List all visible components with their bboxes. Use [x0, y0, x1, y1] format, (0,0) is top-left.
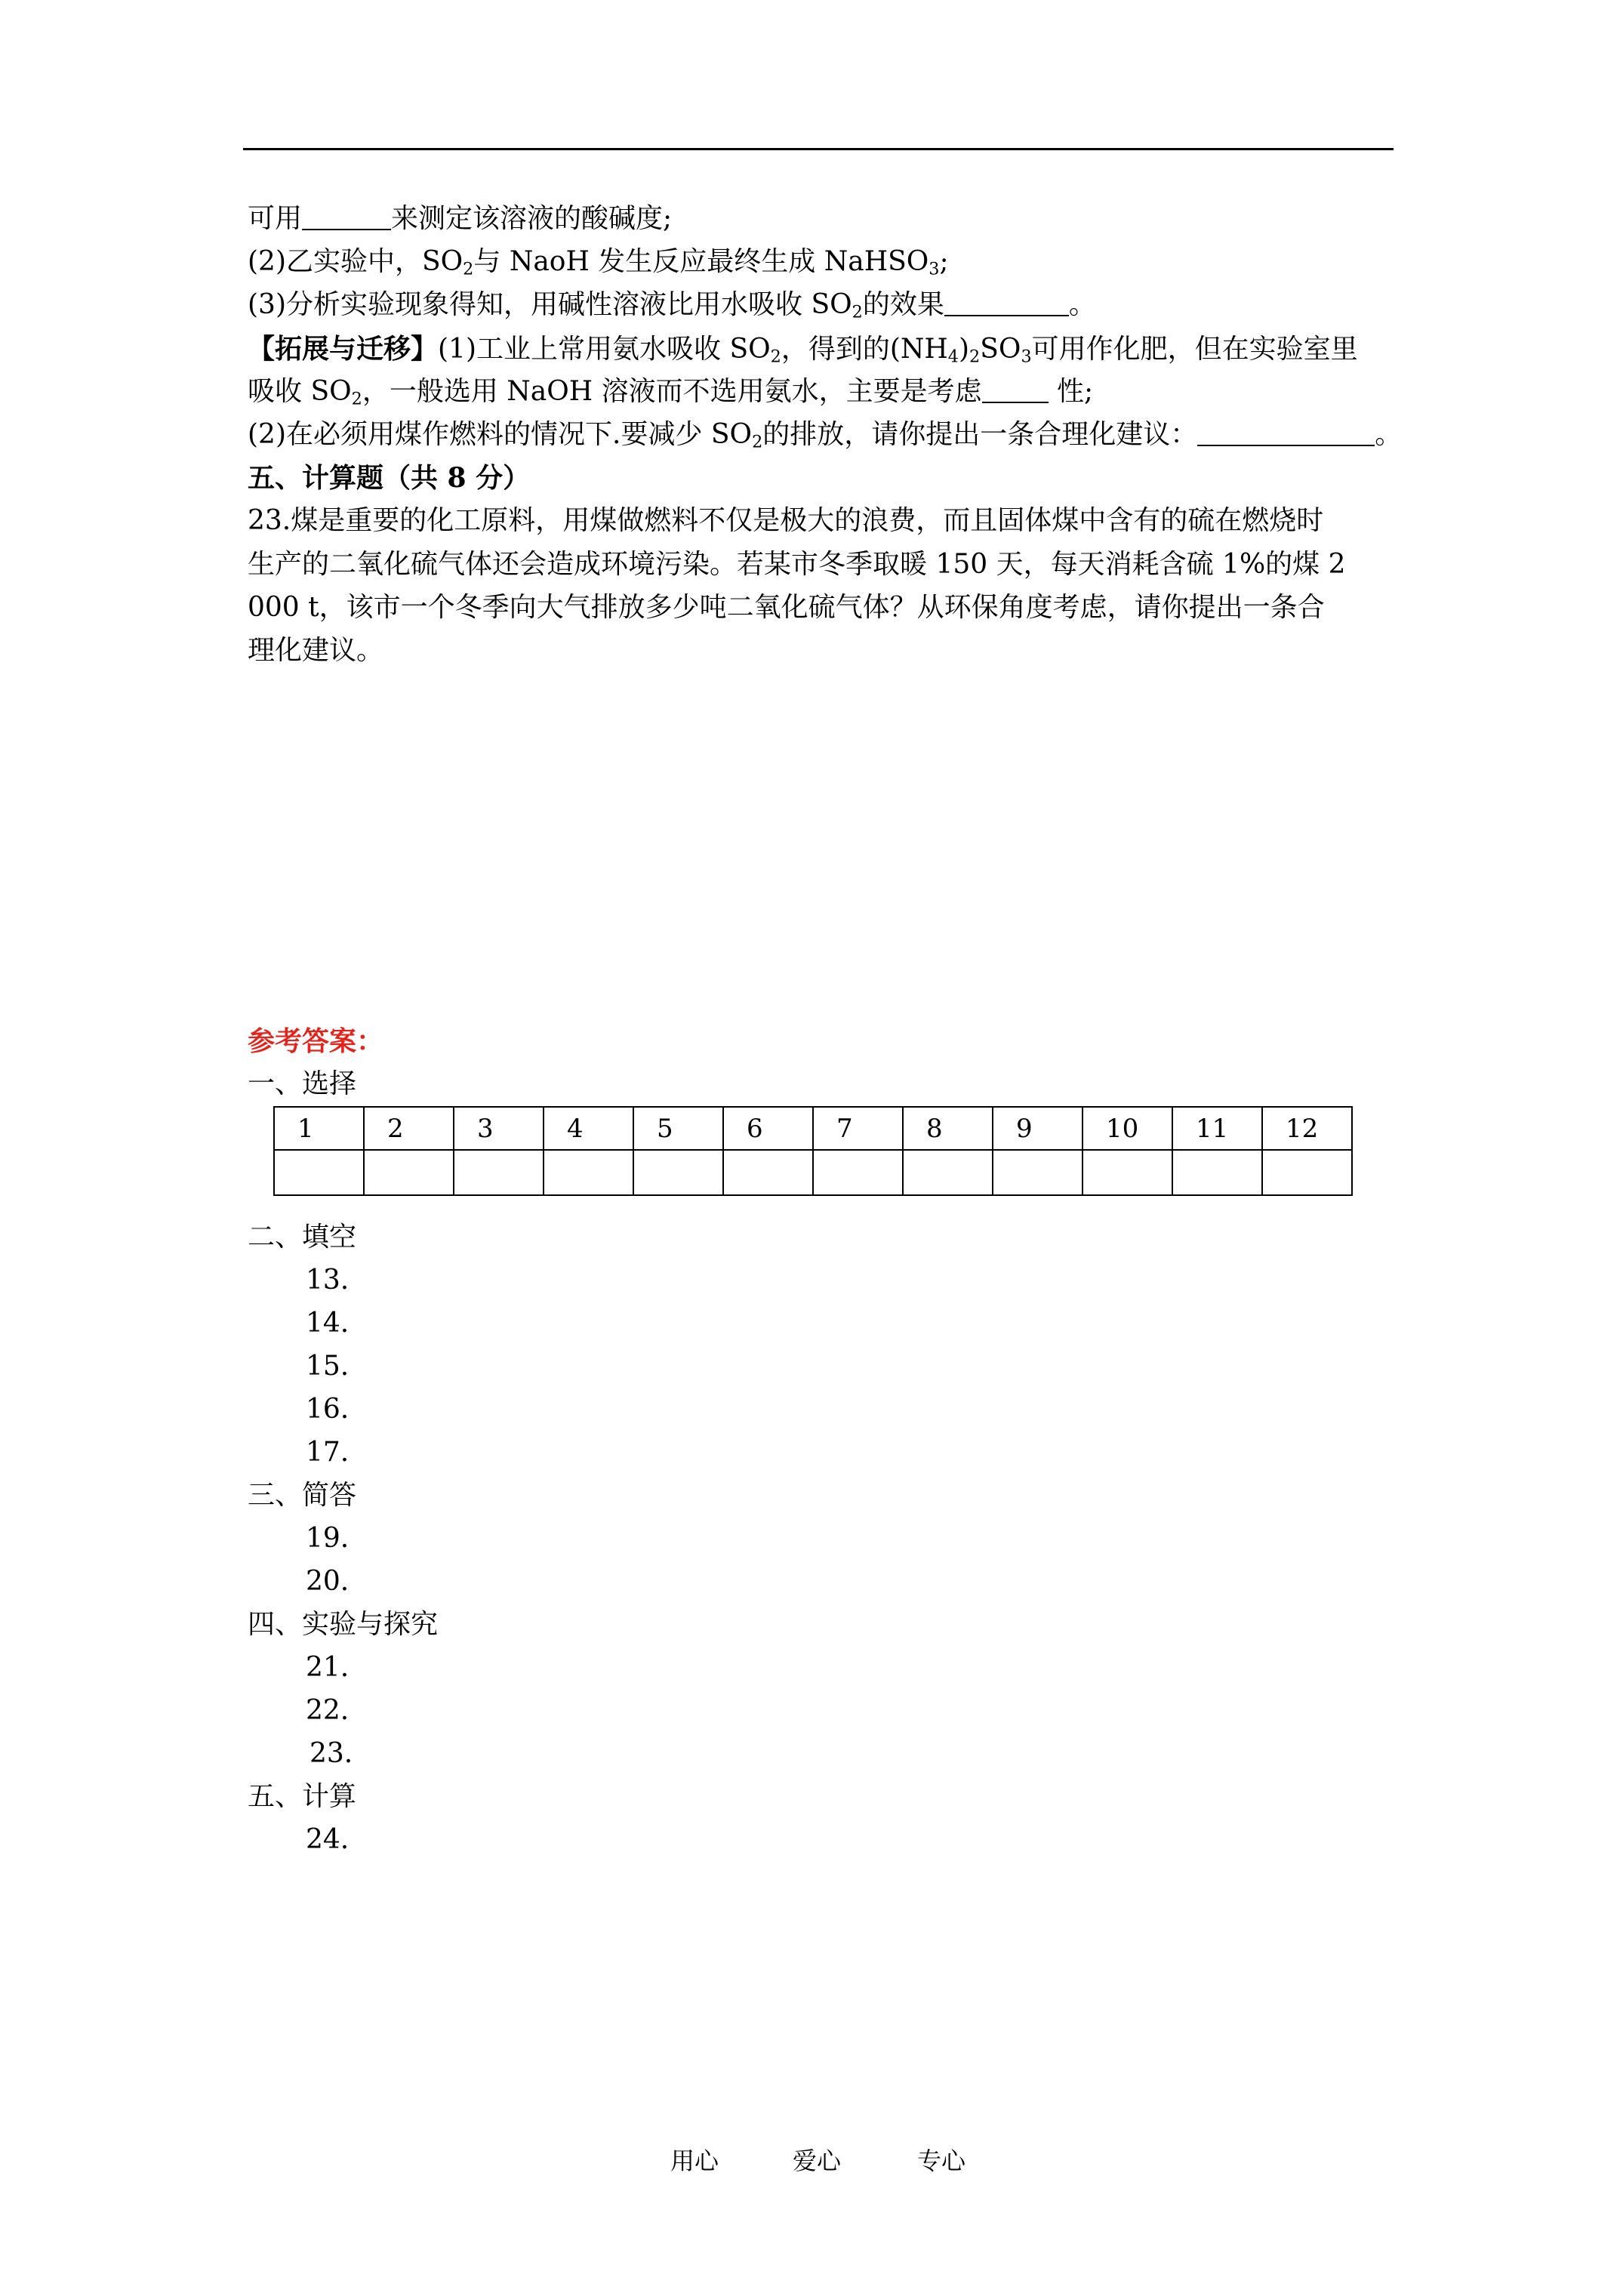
fill-heading: 二、填空	[248, 1222, 357, 1253]
line-6	[248, 416, 1402, 454]
table-cell: 12	[1262, 1107, 1352, 1150]
subscript: 2	[463, 259, 474, 279]
table-cell: 6	[723, 1107, 813, 1150]
question-23-line-3: 000 t，该市一个冬季向大气排放多少吨二氧化硫气体？从环保角度考虑，请你提出一条合	[248, 592, 1325, 623]
subscript: 4	[947, 347, 959, 367]
answer-cell	[903, 1150, 993, 1195]
answer-cell	[1172, 1150, 1262, 1195]
text: 。	[1068, 289, 1096, 320]
choice-heading: 一、选择	[248, 1068, 357, 1099]
section-5-heading: 五、计算题（共 8 分）	[248, 462, 531, 494]
text: 的排放，请你提出一条合理化建议：	[762, 419, 1198, 450]
table-row	[274, 1150, 1352, 1195]
blank	[982, 374, 1049, 403]
line-5	[248, 373, 1093, 411]
text: ，一般选用 NaOH 溶液而不选用氨水，主要是考虑	[362, 376, 982, 407]
text: 性;	[1048, 376, 1094, 407]
table-cell: 5	[633, 1107, 723, 1150]
table-cell: 10	[1083, 1107, 1172, 1150]
text: ，得到的(NH	[781, 334, 948, 365]
table-cell: 1	[274, 1107, 364, 1150]
list-item: 15.	[306, 1351, 350, 1382]
list-item: 20.	[306, 1566, 350, 1597]
subscript: 3	[1021, 347, 1032, 367]
line-3	[248, 286, 1096, 324]
line-1	[248, 200, 672, 238]
text: (2)乙实验中，SO	[248, 246, 463, 277]
subscript: 2	[852, 302, 863, 322]
text: (1)工业上常用氨水吸收 SO	[438, 334, 771, 365]
text: 吸收 SO	[248, 376, 352, 407]
line-4	[248, 330, 1358, 368]
text: 可用作化肥，但在实验室里	[1031, 334, 1358, 365]
list-item: 24.	[306, 1824, 350, 1855]
text: ;	[939, 246, 949, 277]
experiment-heading: 四、实验与探究	[248, 1609, 439, 1640]
question-23-line-2: 生产的二氧化硫气体还会造成环境污染。若某市冬季取暖 150 天，每天消耗含硫 1%的煤 2	[248, 549, 1346, 580]
footer-text-1: 用心	[670, 2147, 719, 2175]
text: )	[959, 334, 970, 365]
answers-title: 参考答案：	[248, 1025, 384, 1057]
table-row	[274, 1107, 1352, 1150]
blank	[944, 288, 1069, 316]
text: (2)在必须用煤作燃料的情况下.要减少 SO	[248, 419, 753, 450]
text: 可用	[248, 203, 303, 234]
table-cell: 8	[903, 1107, 993, 1150]
header-rule	[243, 148, 1394, 150]
answer-cell	[364, 1150, 454, 1195]
answer-cell	[454, 1150, 544, 1195]
answer-cell	[723, 1150, 813, 1195]
text: (3)分析实验现象得知，用碱性溶液比用水吸收 SO	[248, 289, 852, 320]
list-item: 17.	[306, 1437, 350, 1468]
table-cell: 7	[813, 1107, 903, 1150]
answer-cell	[633, 1150, 723, 1195]
subscript: 2	[770, 347, 781, 367]
table-cell: 4	[544, 1107, 633, 1150]
calc-heading: 五、计算	[248, 1781, 357, 1812]
answer-cell	[544, 1150, 633, 1195]
list-item: 13.	[306, 1265, 350, 1296]
subscript: 2	[752, 432, 763, 452]
table-cell: 9	[993, 1107, 1083, 1150]
text: 来测定该溶液的酸碱度;	[391, 203, 673, 234]
footer-text-3: 专心	[917, 2147, 966, 2175]
table-cell: 11	[1172, 1107, 1262, 1150]
answer-cell	[274, 1150, 364, 1195]
answer-cell	[993, 1150, 1083, 1195]
blank	[302, 202, 391, 230]
choice-answer-table	[273, 1106, 1353, 1196]
answer-cell	[1262, 1150, 1352, 1195]
list-item: 21.	[306, 1652, 350, 1683]
list-item: 22.	[306, 1695, 350, 1726]
text: 。	[1375, 419, 1403, 450]
question-23-line-4: 理化建议。	[248, 635, 384, 666]
text: 的效果	[862, 289, 944, 320]
answer-cell	[813, 1150, 903, 1195]
text: 与 NaoH 发生反应最终生成 NaHSO	[473, 246, 929, 277]
footer-text-2: 爱心	[793, 2147, 842, 2175]
text: SO	[980, 334, 1021, 365]
table-cell: 3	[454, 1107, 544, 1150]
subscript: 2	[969, 347, 981, 367]
list-item: 14.	[306, 1308, 350, 1339]
line-2	[248, 243, 949, 281]
blank	[1197, 418, 1375, 446]
table-cell: 2	[364, 1107, 454, 1150]
list-item: 16.	[306, 1394, 350, 1425]
subscript: 2	[351, 389, 362, 409]
list-item: 23.	[310, 1738, 353, 1769]
question-23-line-1: 23.煤是重要的化工原料，用煤做燃料不仅是极大的浪费，而且固体煤中含有的硫在燃烧时	[248, 505, 1324, 536]
answer-cell	[1083, 1150, 1172, 1195]
list-item: 19.	[306, 1523, 350, 1554]
short-heading: 三、简答	[248, 1480, 357, 1511]
subscript: 3	[929, 259, 940, 279]
section-label: 【拓展与迁移】	[248, 333, 439, 365]
